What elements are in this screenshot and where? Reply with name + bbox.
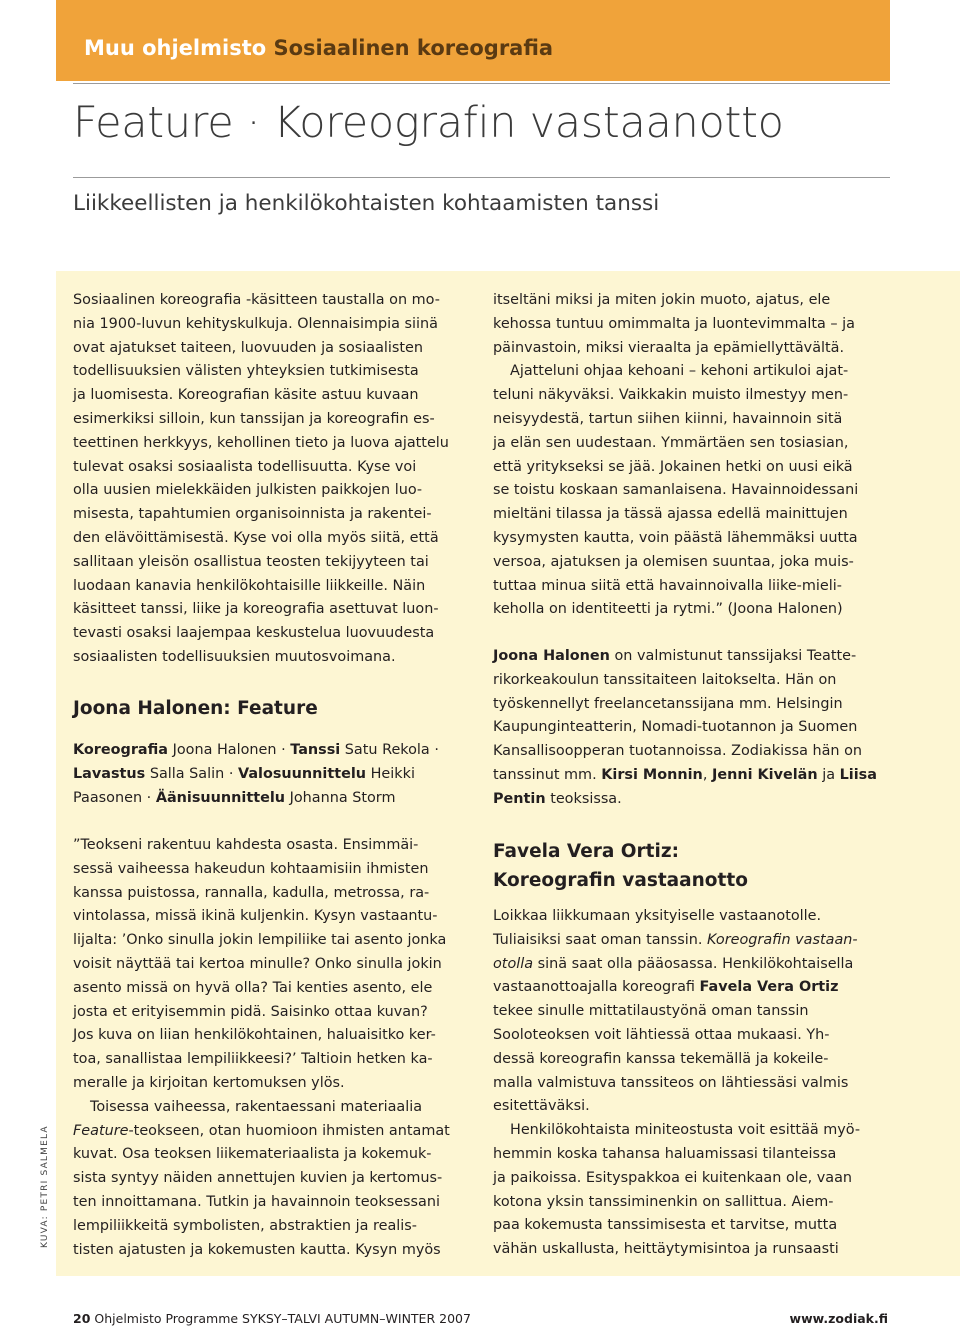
feature-quote-continued bbox=[493, 289, 858, 622]
text-line: teluni näkyväksi. Vaikkakin muisto ilmestyy men- bbox=[493, 387, 849, 404]
text-line bbox=[493, 976, 860, 1000]
text-line: Loikkaa liikkumaan yksityiselle vastaanotolle. bbox=[493, 908, 822, 924]
text-fragment: on valmistunut tanssijaksi Teatte- bbox=[614, 648, 857, 664]
page-number: 20 bbox=[73, 1311, 91, 1326]
credit-name: Paasonen bbox=[73, 789, 143, 806]
text-line: rikorkeakoulun tanssitaiteen laitokselta. Hän on bbox=[493, 671, 837, 688]
text-line: Ajatteluni ohjaa kehoani – kehoni artikuloi ajat- bbox=[510, 363, 849, 380]
photo-credit: KUVA: PETRI SALMELA bbox=[40, 1125, 50, 1248]
footer-url[interactable] bbox=[790, 1311, 888, 1326]
text-line: kuvat. Osa teoksen liikemateriaalista ja kokemuk- bbox=[73, 1146, 432, 1163]
title-rule bbox=[73, 177, 890, 178]
favela-heading-line: Favela Vera Ortiz: bbox=[493, 841, 680, 862]
text-line: sosiaalisten todellisuuksien muutosvoimana. bbox=[73, 648, 396, 665]
feature-heading: Joona Halonen: Feature bbox=[73, 698, 318, 719]
text-line: versoa, ajatuksen ja olemisen suuntaa, joka muis- bbox=[493, 553, 854, 570]
text-line: keholla on identiteetti ja rytmi.” (Joona Halonen) bbox=[493, 601, 843, 618]
text-fragment: , bbox=[702, 766, 708, 783]
feature-quote-text bbox=[73, 834, 450, 1262]
credit-separator: · bbox=[434, 742, 439, 758]
text-line: dessä koreografin kanssa tekemällä ja kokeile- bbox=[493, 1050, 829, 1067]
credit-separator: · bbox=[228, 765, 234, 782]
text-line: luodaan kanavia henkilökohtaisille liikkeille. Näin bbox=[73, 577, 426, 594]
text-line: vintolassa, missä ikinä kuljenkin. Kysyn vastaantu- bbox=[73, 908, 438, 925]
text-line: misesta, tapahtumien organisoinnista ja rakentei- bbox=[73, 506, 432, 523]
text-line bbox=[493, 788, 877, 812]
text-line: sessä vaiheessa hakeudun kohtaamisiin ihmisten bbox=[73, 860, 429, 877]
artist-name: Jenni Kivelän bbox=[711, 766, 818, 783]
text-line: ja elän sen uudestaan. Ymmärtäen sen tosiasian, bbox=[493, 434, 849, 451]
text-line: työskennellyt freelancetanssijana mm. Helsingin bbox=[493, 695, 843, 712]
page-subtitle: Liikkeellisten ja henkilökohtaisten kohtaamisten tanssi bbox=[73, 191, 660, 216]
text-line: sallitaan yleisön osallistua teosten tekijyyteen tai bbox=[73, 553, 429, 570]
text-fragment: Tuliaisiksi saat oman tanssin. bbox=[493, 931, 703, 948]
text-line: tuttaa minua siitä että havainnoivalla liike-mieli- bbox=[493, 577, 842, 594]
text-line: Kansallisoopperan tuotannoissa. Zodiakissa hän on bbox=[493, 743, 863, 760]
text-line bbox=[73, 1120, 450, 1144]
text-fragment: vastaanottoajalla koreografi bbox=[493, 979, 695, 996]
text-line: toa, sanallistaa lempiliikkeesi?’ Taltioin hetken ka- bbox=[73, 1051, 433, 1068]
publication-info: Ohjelmisto Programme SYKSY–TALVI AUTUMN–WINTER 2007 bbox=[94, 1311, 471, 1326]
text-line: todellisuuksien välisten yhteyksien tutkimisesta bbox=[73, 363, 419, 380]
favela-heading bbox=[493, 837, 748, 895]
text-line: tevasti osaksi laajempaa keskustelua luovuudesta bbox=[73, 625, 435, 642]
credit-label: Valosuunnittelu bbox=[237, 765, 367, 782]
credit-separator: · bbox=[146, 789, 152, 806]
text-line bbox=[493, 929, 860, 953]
text-fragment: tanssinut mm. bbox=[493, 766, 597, 783]
credit-label: Lavastus bbox=[73, 765, 146, 782]
text-line: asento missä on hyvä olla? Tai kenties asento, ele bbox=[73, 979, 433, 996]
credits-line-1 bbox=[73, 739, 439, 763]
work-title: Koreografin vastaan- bbox=[706, 931, 858, 948]
text-line: sista syntyy näiden annettujen kuvien ja kertomus- bbox=[73, 1170, 443, 1187]
website-link[interactable]: www.zodiak.fi bbox=[789, 1311, 888, 1326]
text-line bbox=[493, 953, 860, 977]
text-line: itseltäni miksi ja miten jokin muoto, ajatus, ele bbox=[493, 292, 831, 308]
text-line: teettinen herkkyys, kehollinen tieto ja luova ajattelu bbox=[73, 434, 449, 451]
text-line bbox=[493, 764, 877, 788]
text-line: tulevat osaksi sosiaalista todellisuutta. Kyse voi bbox=[73, 458, 417, 475]
section-label-sub: Sosiaalinen koreografia bbox=[273, 36, 554, 60]
text-line: päinvastoin, miksi vieraalta ja epämiellyttävältä. bbox=[493, 339, 845, 356]
text-line: kehossa tuntuu omimmalta ja luontevimmalta – ja bbox=[493, 315, 855, 332]
text-line: vähän uskallusta, heittäytymisintoa ja runsaasti bbox=[493, 1241, 839, 1258]
text-line: malla valmistuva tanssiteos on lähtiessäsi valmis bbox=[493, 1074, 849, 1091]
artist-bio bbox=[493, 645, 877, 812]
text-line: nia 1900-luvun kehityskulkuja. Olennaisimpia siinä bbox=[73, 315, 438, 332]
text-line: tisten ajatusten ja kokemusten kautta. Kysyn myös bbox=[73, 1241, 441, 1258]
text-line: käsitteet tanssi, liike ja koreografia asettuvat luon- bbox=[73, 601, 439, 618]
text-line: hemmin koska tahansa haluamissasi tilanteissa bbox=[493, 1145, 837, 1162]
text-line: lijalta: ’Onko sinulla jokin lempiliike tai asento jonka bbox=[73, 932, 447, 949]
page-title: Feature · Koreografin vastaanotto bbox=[73, 98, 784, 148]
text-line: ”Teokseni rakentuu kahdesta osasta. Ensimmäi- bbox=[73, 837, 419, 853]
top-rule bbox=[73, 83, 890, 84]
footer-publication bbox=[73, 1311, 471, 1326]
work-title: Feature bbox=[73, 1122, 129, 1139]
credits-line-2 bbox=[73, 763, 439, 787]
text-line: tekee sinulle mittatilaustyönä oman tanssin bbox=[493, 1003, 809, 1020]
credit-name: Salla Salin bbox=[149, 765, 225, 782]
text-line: kysymysten kautta, voin päästä lähemmäksi uutta bbox=[493, 529, 858, 546]
text-line: olla uusien mielekkäiden julkisten paikkojen luo- bbox=[73, 482, 423, 499]
artist-name: Kirsi Monnin bbox=[601, 766, 703, 783]
work-title: otolla bbox=[493, 955, 534, 972]
credit-label: Koreografia bbox=[73, 742, 169, 758]
text-fragment: sinä saat olla pääosassa. Henkilökohtaisella bbox=[537, 955, 854, 972]
text-line: ja luomisesta. Koreografian käsite astuu kuvaan bbox=[73, 387, 419, 404]
credits-line-3 bbox=[73, 787, 439, 811]
text-line: kotona yksin tanssiminenkin on sallittua. Aiem- bbox=[493, 1193, 834, 1210]
section-label bbox=[84, 36, 553, 60]
artist-name: Favela Vera Ortiz bbox=[699, 979, 839, 996]
text-fragment: ja bbox=[822, 766, 836, 783]
artist-name: Pentin bbox=[493, 790, 546, 807]
text-line: esimerkiksi silloin, kun tanssijan ja koreografin es- bbox=[73, 410, 435, 427]
text-line: Kaupunginteatterin, Nomadi-tuotannon ja Suomen bbox=[493, 719, 858, 736]
text-line: se toistu koskaan samanlaisena. Havainnoidessani bbox=[493, 482, 859, 499]
credit-name: Heikki bbox=[370, 765, 415, 782]
credit-label: Äänisuunnittelu bbox=[155, 789, 286, 806]
favela-heading-line: Koreografin vastaanotto bbox=[493, 870, 748, 891]
text-line: Sosiaalinen koreografia -käsitteen taustalla on mo- bbox=[73, 292, 440, 308]
text-line: mieltäni tilassa ja tässä ajassa edellä mainittujen bbox=[493, 506, 848, 523]
text-line bbox=[493, 645, 877, 669]
text-fragment: teoksissa. bbox=[550, 790, 622, 807]
text-line: esitettäväksi. bbox=[493, 1098, 590, 1115]
text-line: lempiliikkeitä symbolisten, abstraktien ja realis- bbox=[73, 1217, 417, 1234]
credit-separator: · bbox=[281, 742, 286, 758]
credit-name: Joona Halonen bbox=[172, 742, 277, 758]
text-line: neisyydestä, tartun siihen kiinni, havainnoin sitä bbox=[493, 410, 843, 427]
text-line: voisit näyttää tai kertoa minulle? Onko sinulla jokin bbox=[73, 955, 442, 972]
text-line: meralle ja kirjoitan kertomuksen ylös. bbox=[73, 1074, 345, 1091]
credit-name: Satu Rekola bbox=[344, 742, 430, 758]
text-line: paa kokemusta tanssimisesta et tarvitse, mutta bbox=[493, 1217, 838, 1234]
text-line: Toisessa vaiheessa, rakentaessani materiaalia bbox=[90, 1098, 423, 1115]
section-header-band bbox=[56, 0, 890, 81]
text-line: että yritykseksi se jää. Jokainen hetki on uusi eikä bbox=[493, 458, 853, 475]
text-line: Henkilökohtaista miniteostusta voit esittää myö- bbox=[510, 1122, 861, 1139]
favela-text bbox=[493, 905, 860, 1262]
text-line: ovat ajatukset taiteen, luovuuden ja sosiaalisten bbox=[73, 339, 424, 356]
text-line: ten innoittamana. Tutkin ja havainnoin teoksessani bbox=[73, 1193, 440, 1210]
feature-credits bbox=[73, 739, 439, 810]
text-line: Sooloteoksen voit lähtiessä ottaa mukaasi. Yh- bbox=[493, 1026, 830, 1043]
artist-name: Joona Halonen bbox=[493, 648, 610, 664]
section-label-main: Muu ohjelmisto bbox=[84, 36, 267, 60]
intro-text bbox=[73, 289, 449, 670]
text-fragment: -teokseen, otan huomioon ihmisten antamat bbox=[128, 1122, 450, 1139]
credit-label: Tanssi bbox=[290, 742, 341, 758]
text-line: kanssa puistossa, rannalla, kadulla, metrossa, ra- bbox=[73, 884, 430, 901]
text-line: Jos kuva on liian henkilökohtainen, haluaisitko ker- bbox=[73, 1027, 436, 1044]
text-line: den elävöittämisestä. Kyse voi olla myös siitä, että bbox=[73, 529, 439, 546]
artist-name: Liisa bbox=[839, 766, 877, 783]
credit-name: Johanna Storm bbox=[289, 789, 396, 806]
text-line: ja paikoissa. Esityspakkoa ei kuitenkaan ole, vaan bbox=[493, 1169, 853, 1186]
text-line: josta et erityisemmin pidä. Saisinko ottaa kuvan? bbox=[73, 1003, 428, 1020]
